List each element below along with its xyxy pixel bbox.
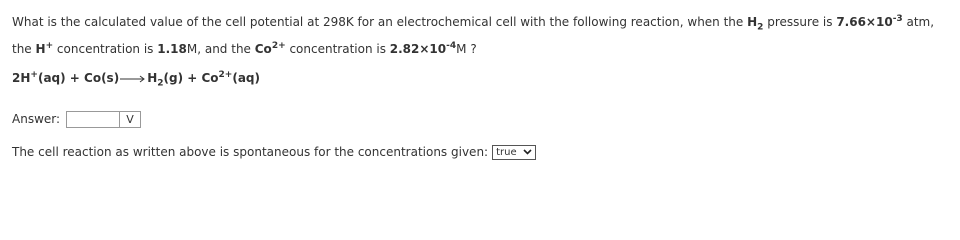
co-concentration-unit: M — [456, 42, 467, 56]
question-text-part: concentration is — [53, 42, 158, 56]
chevron-down-icon — [523, 149, 532, 155]
pressure-value: $7.66\times 10^{-3}$ — [836, 14, 903, 29]
spontaneous-select[interactable] — [492, 145, 536, 160]
question-text — [12, 9, 952, 63]
question-text-part: atm, — [902, 15, 935, 29]
reaction-arrow-icon — [120, 74, 146, 84]
co-species: $Co^{2+}$ — [254, 41, 286, 56]
h-concentration-unit: M — [186, 42, 198, 56]
answer-label: Answer: — [12, 112, 61, 126]
h2-species: $H_2$ — [747, 15, 764, 33]
answer-row — [12, 109, 141, 129]
spontaneous-label: The cell reaction as written above is spontaneous for the concentrations given: — [12, 145, 489, 159]
question-text-part: , and the — [197, 42, 255, 56]
co-concentration-value: $2.82\times 10^{-4}$ — [389, 41, 457, 56]
spontaneous-row — [12, 143, 536, 161]
h-concentration-value: 1.18 — [157, 42, 187, 56]
spontaneous-selected-value: true — [496, 146, 517, 158]
reaction-equation: 2H+(aq) + Co(s) $H_2(g) + Co^{2+}(aq)$ — [12, 70, 260, 89]
question-text-part: the — [12, 42, 36, 56]
question-text-part: What is the calculated value of the cell potential at 298K for an electrochemical cell with the following reaction, when the — [12, 15, 748, 29]
question-text-part: ? — [466, 42, 477, 56]
answer-input[interactable] — [66, 111, 120, 128]
question-text-part: concentration is — [285, 42, 390, 56]
hplus-species: H+ — [35, 41, 54, 56]
answer-unit: V — [120, 111, 141, 128]
question-text-part: pressure is — [763, 15, 837, 29]
